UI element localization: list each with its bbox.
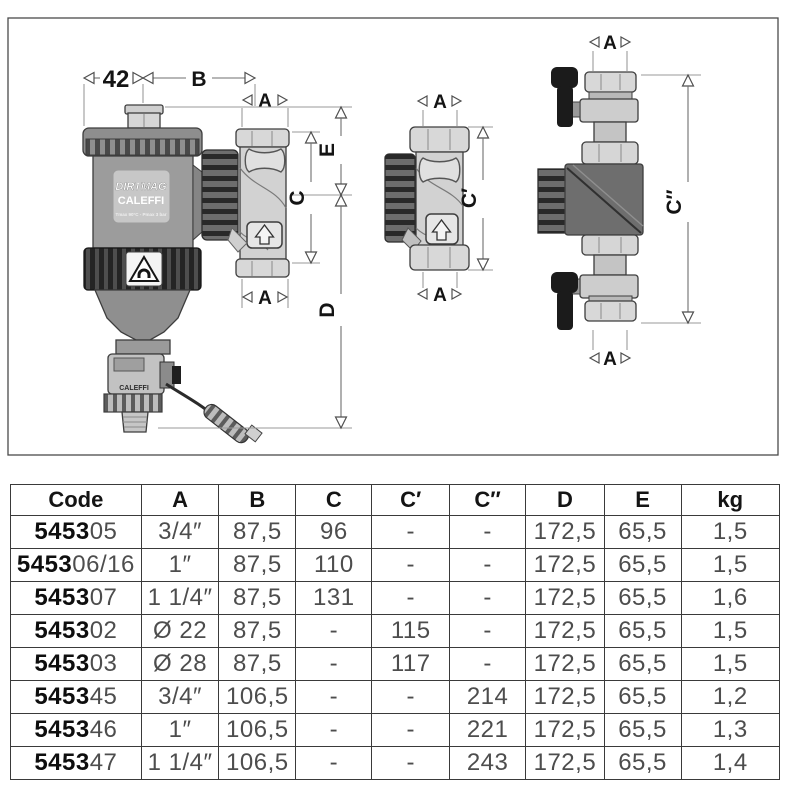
code-cell [11,615,142,648]
table-cell: - [372,747,450,780]
code-prefix: 5453 [16,551,73,578]
hose-barb [122,412,148,432]
dim-label-A: A [603,349,617,370]
code-prefix: 5453 [34,749,90,776]
code-suffix: 02 [89,617,118,644]
table-cell: 106,5 [219,681,296,714]
code-prefix: 5453 [34,683,90,710]
code-cell [11,549,142,582]
table-cell: 172,5 [526,516,604,549]
dimension-42-B [84,66,255,126]
dim-label-C: C [286,190,309,206]
table-cell: 115 [372,615,450,648]
code-suffix: 46 [89,716,118,743]
table-cell: 214 [450,681,526,714]
table-row [11,714,780,747]
code-cell [11,714,142,747]
table-cell: 65,5 [604,648,681,681]
table-cell: 117 [372,648,450,681]
magnet-warning-icon [126,252,162,286]
separator-top-cap [83,128,202,156]
union-nut-bottom [582,235,638,255]
compression-nut-bottom [410,245,469,270]
code-prefix: 5453 [34,584,90,611]
table-cell: 106,5 [219,747,296,780]
col-header-b: B [219,485,296,516]
col-header-c-prime: C′ [372,485,450,516]
table-row [11,648,780,681]
code-cell [11,747,142,780]
table-cell: 243 [450,747,526,780]
table-cell: - [372,714,450,747]
col-header-d: D [526,485,604,516]
dimension-C-second [641,75,701,323]
code-suffix: 06/16 [72,551,135,578]
dimension-A-top-middle [418,92,461,126]
table-cell: - [372,516,450,549]
dirt-separator-drawing [83,66,352,450]
table-cell: 87,5 [219,549,296,582]
col-header-code: Code [11,485,142,516]
code-suffix: 45 [89,683,118,710]
dim-label-42: 42 [102,66,130,93]
fitting-relief [245,149,285,172]
company-label: CALEFFI [117,195,165,207]
table-cell: 87,5 [219,648,296,681]
table-cell: 65,5 [604,516,681,549]
specs-label: Tmax 90°C - Pmax 3 bar [115,212,167,217]
dim-label-C-second: C″ [663,189,686,215]
code-suffix: 05 [89,518,118,545]
table-cell: - [450,582,526,615]
table-cell: 1,5 [681,549,780,582]
dim-label-A: A [258,288,272,309]
dimension-A-top-left [242,91,288,127]
col-header-e: E [604,485,681,516]
table-cell: 172,5 [526,681,604,714]
magnet-ring [84,248,201,290]
brand-label: DIRTMAG [115,181,167,193]
table-cell: 172,5 [526,648,604,681]
table-cell: 1,3 [681,714,780,747]
table-cell: 65,5 [604,714,681,747]
table-cell: - [372,582,450,615]
table-cell: 1 1/4″ [141,747,219,780]
table-cell: - [296,747,372,780]
table-row [11,615,780,648]
col-header-kg: kg [681,485,780,516]
table-cell: 65,5 [604,681,681,714]
code-cell [11,681,142,714]
dimension-A-bottom-middle [418,272,461,306]
dim-label-A: A [603,33,617,54]
table-cell: 65,5 [604,747,681,780]
dim-label-A: A [433,92,447,113]
table-cell: - [372,681,450,714]
table-cell: 172,5 [526,747,604,780]
table-row [11,582,780,615]
table-cell: - [296,615,372,648]
table-cell: 172,5 [526,582,604,615]
code-prefix: 5453 [34,617,90,644]
ball-valve-assembly-drawing [538,33,701,370]
separator-lower-body [95,290,190,340]
dimension-A-bottom-right [590,330,630,370]
table-cell: - [450,648,526,681]
code-suffix: 07 [89,584,118,611]
table-cell: 3/4″ [141,681,219,714]
table-cell: 110 [296,549,372,582]
compression-nut-top [410,127,469,152]
table-row [11,747,780,780]
drain-lever [166,384,262,450]
code-prefix: 5453 [34,518,90,545]
table-cell: 1,2 [681,681,780,714]
drain-label: CALEFFI [119,385,149,392]
ball-valve-top [551,67,638,142]
table-cell: 1,4 [681,747,780,780]
table-cell: 65,5 [604,582,681,615]
table-cell: Ø 22 [141,615,219,648]
tee-body [538,164,643,246]
table-row [11,549,780,582]
code-prefix: 5453 [34,650,90,677]
dim-label-A: A [433,285,447,306]
dim-label-B: B [191,68,207,91]
table-cell: 1″ [141,714,219,747]
table-cell: 1 1/4″ [141,582,219,615]
code-cell [11,582,142,615]
table-cell: 87,5 [219,582,296,615]
table-cell: 3/4″ [141,516,219,549]
table-cell: - [296,681,372,714]
separator-body [93,156,202,248]
table-cell: 65,5 [604,549,681,582]
table-cell: 1″ [141,549,219,582]
drain-valve [104,354,262,450]
table-cell: 221 [450,714,526,747]
table-cell: 172,5 [526,549,604,582]
table-cell: 1,5 [681,648,780,681]
dim-label-D: D [316,302,339,318]
header-row [11,485,780,516]
table-cell: - [450,549,526,582]
union-nut [385,154,415,242]
table-cell: 106,5 [219,714,296,747]
air-vent-cap [125,105,163,128]
table-cell: 65,5 [604,615,681,648]
col-header-c: C [296,485,372,516]
dim-label-C-prime: C′ [458,187,481,209]
code-prefix: 5453 [34,716,90,743]
table-cell: - [450,516,526,549]
union-nut-top [582,142,638,164]
table-cell: 172,5 [526,615,604,648]
table-row [11,681,780,714]
valve-lever [551,67,578,127]
table-cell: - [450,615,526,648]
table-cell: - [372,549,450,582]
drain-knurled-nut [104,394,162,412]
dimension-A-bottom-left [242,279,288,309]
table-cell: - [296,648,372,681]
table-cell: Ø 28 [141,648,219,681]
dim-label-E: E [316,142,339,158]
code-cell [11,648,142,681]
table-cell: 87,5 [219,516,296,549]
code-suffix: 47 [89,749,118,776]
table-row [11,516,780,549]
drain-neck [116,340,170,354]
union-nut [202,150,238,240]
ball-valve-bottom [551,255,638,330]
table-cell: 131 [296,582,372,615]
dimension-table [10,484,780,780]
col-header-a: A [141,485,219,516]
valve-lever [551,272,578,330]
table-cell: 87,5 [219,615,296,648]
table-cell: 172,5 [526,714,604,747]
table-cell: 1,5 [681,516,780,549]
flow-arrow-icon [426,214,458,244]
dim-label-A: A [258,91,272,112]
code-suffix: 03 [89,650,118,677]
table-cell: - [296,714,372,747]
col-header-c-second: C″ [450,485,526,516]
table-cell: 1,5 [681,615,780,648]
compression-fitting-drawing [385,92,493,306]
flow-arrow-icon [247,222,282,248]
table-cell: 1,6 [681,582,780,615]
dimension-A-top-right [590,33,630,71]
table-cell: 96 [296,516,372,549]
code-cell [11,516,142,549]
